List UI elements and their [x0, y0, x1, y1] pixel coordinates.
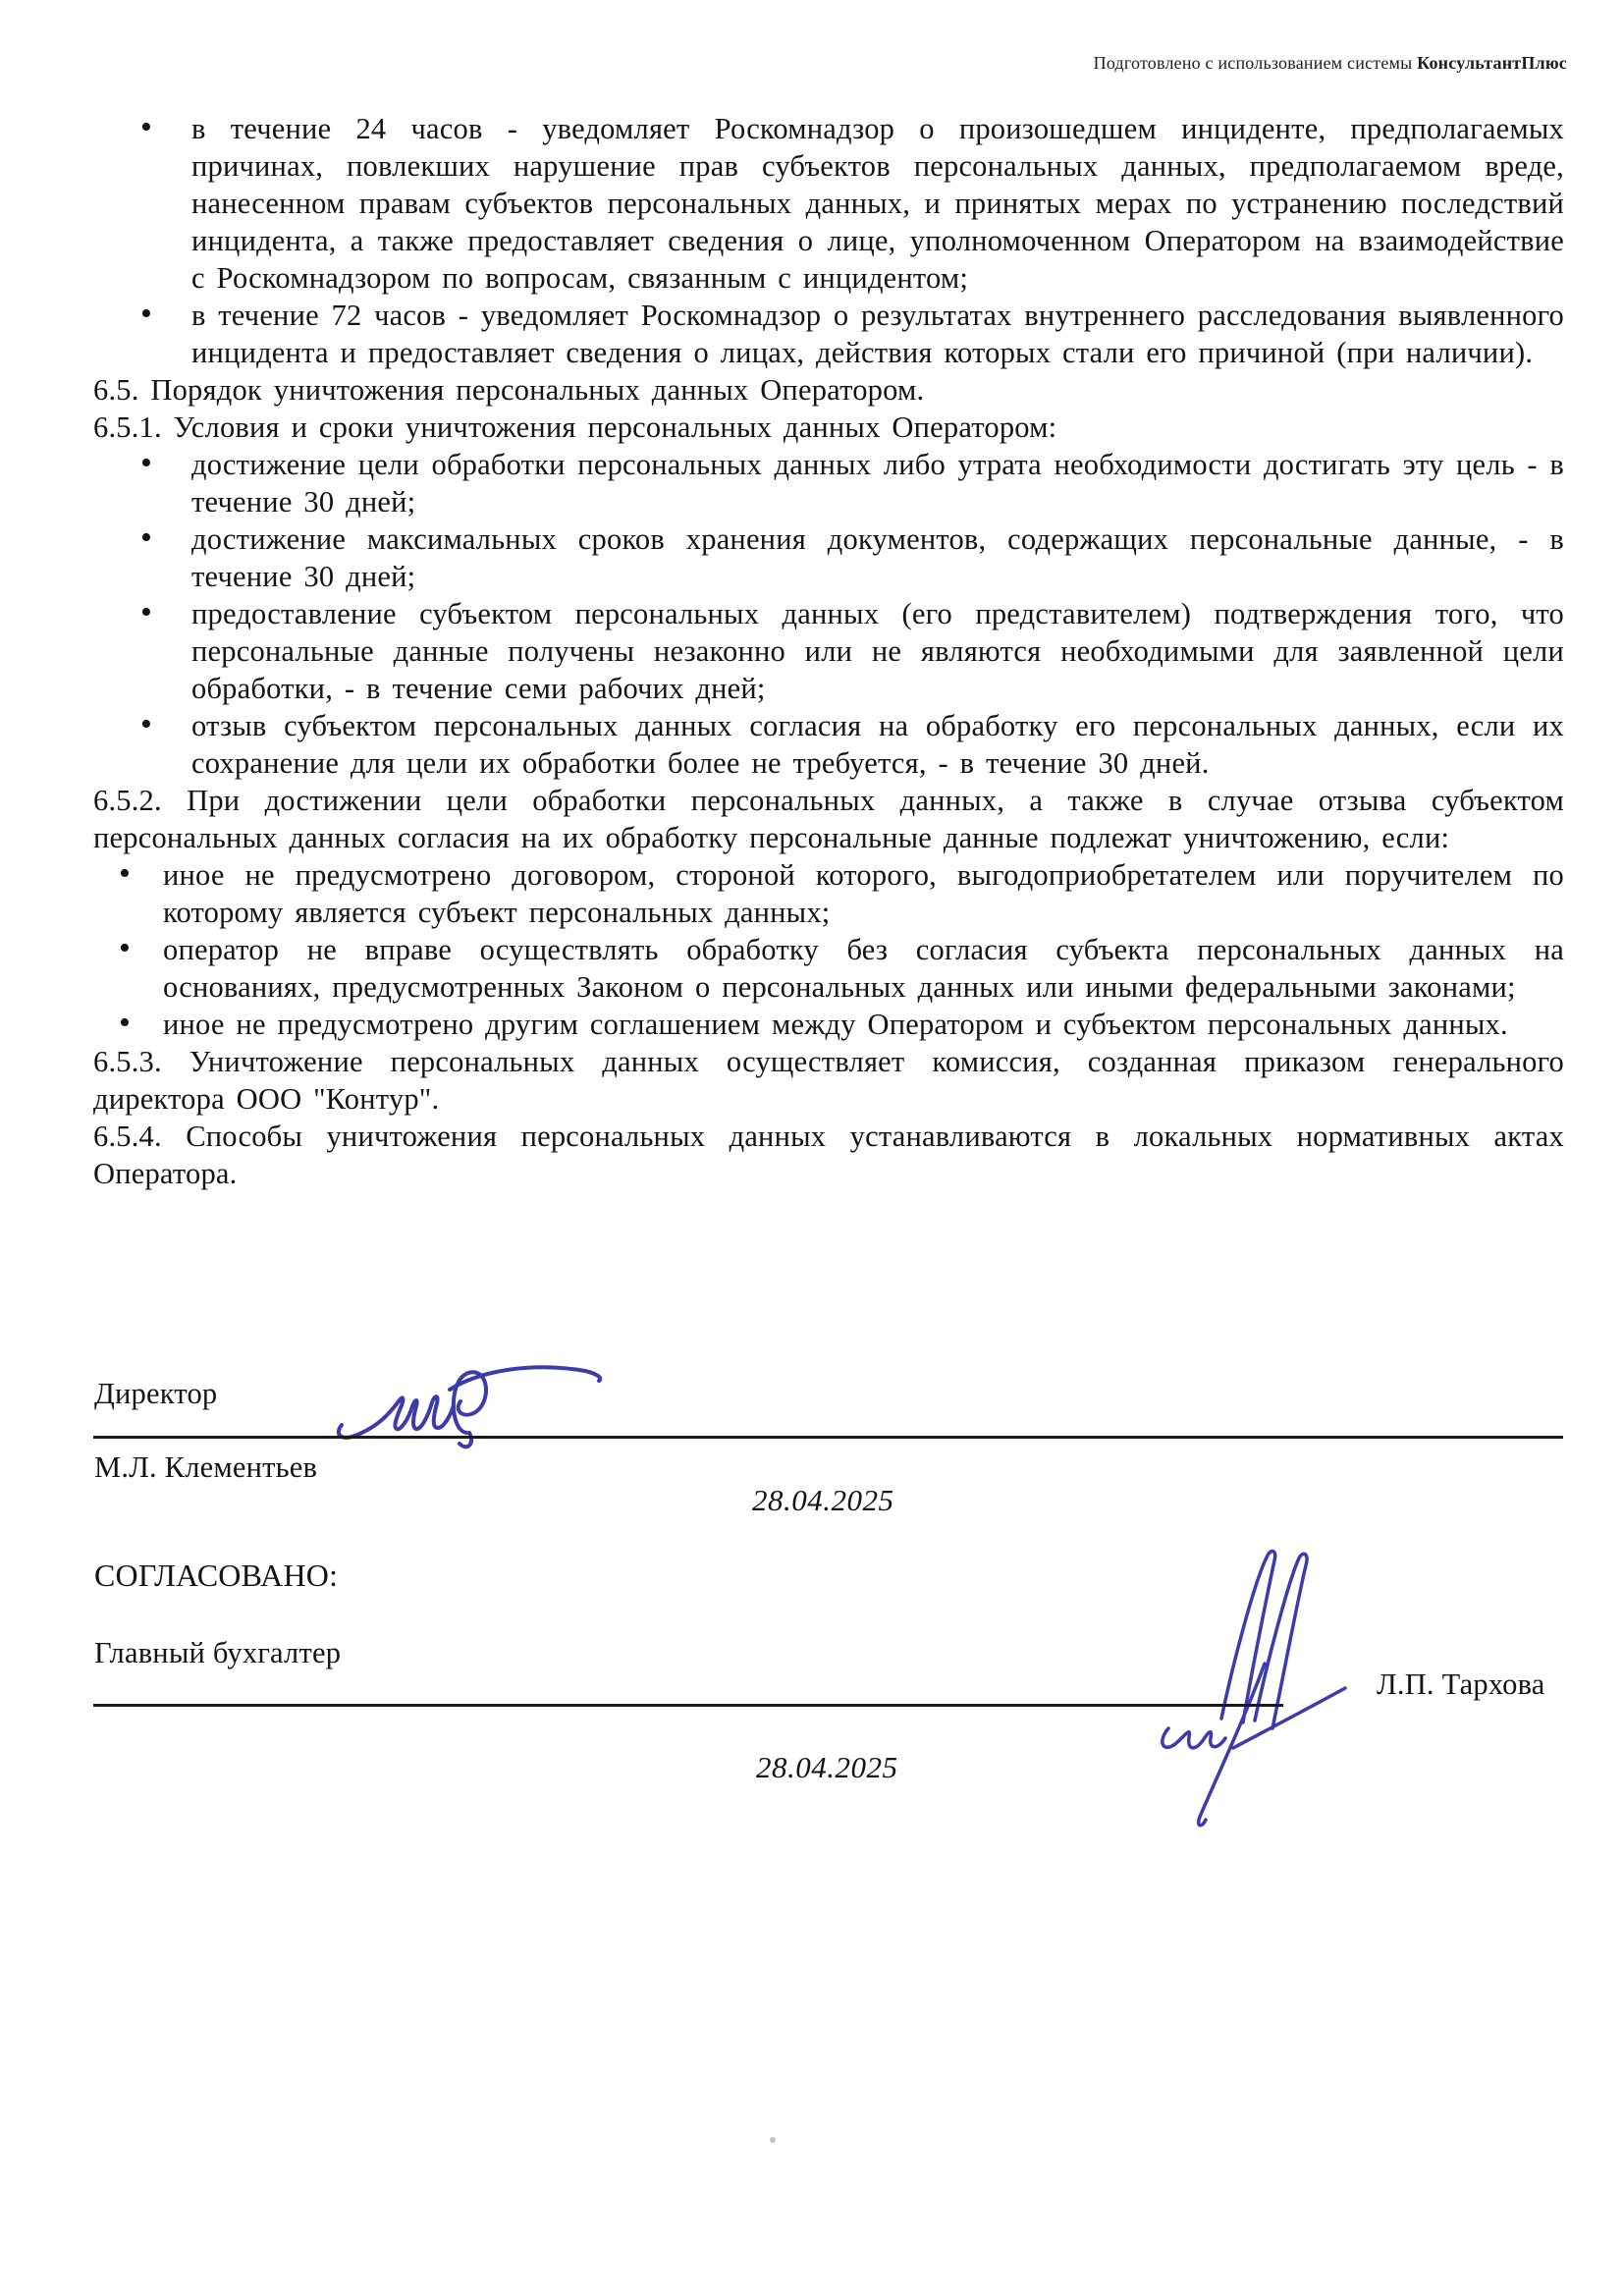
list-item: • иное не предусмотрено другим соглашением между Оператором и субъектом персональных данных.: [93, 1006, 1564, 1043]
accountant-sign-date: 28.04.2025: [756, 1750, 898, 1784]
section-6-5: 6.5. Порядок уничтожения персональных данных Оператором.: [93, 373, 925, 407]
accountant-name: Л.П. Тархова: [1377, 1667, 1545, 1701]
section-6-5-3: 6.5.3. Уничтожение персональных данных осуществляет комиссия, созданная приказом генерального директора ООО "Контур".: [93, 1045, 1564, 1116]
incident-notification-list: [93, 110, 1564, 371]
director-title-label: Директор: [94, 1377, 218, 1410]
list-item: • иное не предусмотрено договором, стороной которого, выгодоприобретателем или поручителем по которому является субъект персональных данных;: [93, 856, 1564, 931]
scan-artifact-dot: [770, 2137, 776, 2143]
director-name: М.Л. Клементьев: [94, 1450, 318, 1484]
director-signature-ink: [332, 1360, 617, 1458]
section-6-5-1: 6.5.1. Условия и сроки уничтожения персональных данных Оператором:: [93, 410, 1057, 444]
director-signature-line: [93, 1436, 1563, 1439]
prepared-note-prefix: Подготовлено с использованием системы: [1093, 53, 1418, 73]
prepared-note-brand: КонсультантПлюс: [1417, 53, 1567, 73]
accountant-title-label: Главный бухгалтер: [94, 1636, 342, 1669]
list-item: • предоставление субъектом персональных данных (его представителем) подтверждения того, что персональные данные получены незаконно или не являются необходимыми для заявленной цели обработки, - в течение семи рабочих дней;: [93, 595, 1564, 707]
accountant-signature-line: [93, 1704, 1283, 1707]
destruction-conditions-list: [93, 856, 1564, 1043]
list-item: • достижение цели обработки персональных данных либо утрата необходимости достигать эту цель - в течение 30 дней;: [93, 446, 1564, 520]
accountant-signature-ink: [1108, 1544, 1382, 1838]
agreed-label: СОГЛАСОВАНО:: [94, 1558, 339, 1593]
list-item: • оператор не вправе осуществлять обработку без согласия субъекта персональных данных на основаниях, предусмотренных Законом о персональных данных или иными федеральными законами;: [93, 931, 1564, 1006]
list-item: • в течение 72 часов - уведомляет Роскомнадзор о результатах внутреннего расследования выявленного инцидента и предоставляет сведения о лицах, действия которых стали его причиной (при наличии).: [93, 297, 1564, 371]
section-6-5-2: 6.5.2. При достижении цели обработки персональных данных, а также в случае отзыва субъектом персональных данных согласия на их обработку персональные данные подлежат уничтожению, если:: [93, 784, 1564, 854]
section-6-5-4: 6.5.4. Способы уничтожения персональных данных устанавливаются в локальных нормативных актах Оператора.: [93, 1120, 1564, 1190]
list-item: • достижение максимальных сроков хранения документов, содержащих персональные данные, - в течение 30 дней;: [93, 520, 1564, 595]
director-sign-date: 28.04.2025: [752, 1483, 894, 1517]
destruction-terms-list: [93, 446, 1564, 782]
list-item: • отзыв субъектом персональных данных согласия на обработку его персональных данных, если их сохранение для цели их обработки более не требуется, - в течение 30 дней.: [93, 707, 1564, 782]
document-body: [93, 110, 1564, 1192]
prepared-note: [1094, 53, 1567, 74]
list-item: • в течение 24 часов - уведомляет Роскомнадзор о произошедшем инциденте, предполагаемых причинах, повлекших нарушение прав субъектов персональных данных, предполагаемом вреде, нанесенном правам субъектов персональных данных, и принятых мерах по устранению последствий инцидента, а также предоставляет сведения о лице, уполномоченном Оператором на взаимодействие с Роскомнадзором по вопросам, связанным с инцидентом;: [93, 110, 1564, 297]
